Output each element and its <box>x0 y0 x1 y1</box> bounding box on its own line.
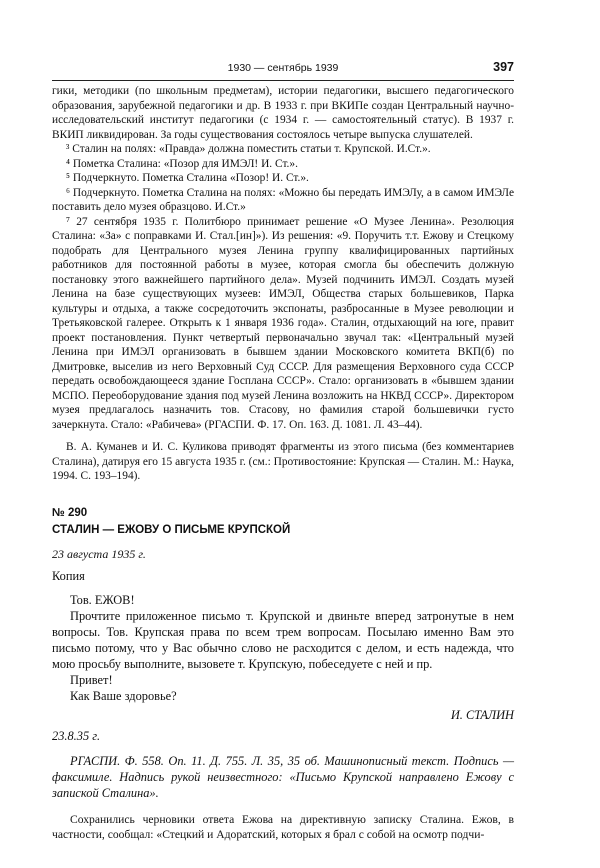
page-number: 397 <box>493 60 514 74</box>
footnote-5: ⁵ Подчеркнуто. Пометка Сталина «Позор! И. Ст.». <box>66 172 309 184</box>
archive-reference: РГАСПИ. Ф. 558. Оп. 11. Д. 755. Л. 35, 35 об. Машинописный текст. Подпись — факсимиле. Надпись рукой неизвестного: «Письмо Крупской направлено Ежову с запиской Сталина». <box>52 754 514 800</box>
document-date: 23 августа 1935 г. <box>52 546 146 561</box>
greeting: Привет! <box>70 673 113 687</box>
footnote-4: ⁴ Пометка Сталина: «Позор для ИМЭЛ! И. Ст.». <box>66 157 298 170</box>
editorial-note: В. А. Куманев и И. С. Куликова приводят фрагменты из этого письма (без комментариев Сталина), датируя его 15 августа 1935 г. (см.: Противостояние: Крупская — Сталин. М.: Наука, 1994. С. 193–194). <box>52 441 514 482</box>
copy-label: Копия <box>52 569 85 583</box>
running-header <box>52 62 514 81</box>
commentary-text: Сохранились черновики ответа Ежова на директивную записку Сталина. Ежов, в частности, сообщал: «Стецкий и Адоратский, которых я брал с собой на осмотр подчи- <box>52 813 514 841</box>
letter-body <box>52 568 514 744</box>
footnote-continuation: гики, методики (по школьным предметам), истории педагогики, высшего педагогического образования, зарубежной педагогики и др. В 1933 г. при ВКИПе создан Центральный научно-исследовательский институт педагогики (с 1934 г. — самостоятельный статус). В 1937 г. ВКИП ликвидирован. За годы существования состоялось четыре выпуска слушателей. <box>52 85 514 141</box>
letter-text: Прочтите приложенное письмо т. Крупской и двиньте вперед затронутые в нем вопросы. Тов. Крупская права по всем трем вопросам. Посылаю именно Вам это письмо потому, что у Вас обычно слово не расходится с делом, и есть надежда, что мою просьбу выполните, вызовете т. Крупскую, побеседуете с ней и пр. <box>52 609 514 671</box>
document-title: СТАЛИН — ЕЖОВУ О ПИСЬМЕ КРУПСКОЙ <box>52 524 291 536</box>
running-title: 1930 — сентябрь 1939 <box>227 62 339 74</box>
signature-date: 23.8.35 г. <box>52 729 101 743</box>
footnote-7: ⁷ 27 сентября 1935 г. Политбюро принимает решение «О Музее Ленина». Резолюция Сталина: «За» с поправками И. Стал.[ин]»). Из решения: «9. Поручить т.т. Ежову и Стецкому подобрать для Центрального музея Ленина группу квалифицированных партийных работников для постоянной работы в музее, которая смогла бы обеспечить должную постановку этого важнейшего партийного дела». Музей подчинить ИМЭЛ. Создать музей Ленина на базе существующих музеев: ИМЭЛ, Общества старых большевиков, Парка культуры и отдыха, а также сосредоточить экспонаты, разбросанные в Музее революции и Третьяковской галерее. Открыть к 1 января 1936 года». Сталин, отдыхающий на юге, правит проект постановления. Пункт четвертый первоначально звучал так: «Центральный музей Ленина при ИМЭЛ организовать в бывшем здании Московского комитета ВКП(б) по Дмитровке, выселив из него Верховный Суд СССР. Для размещения Верховного суда СССР передать освобождающееся здание Госплана СССР». Стало: организовать в «бывшем здании МСПО. Переоборудование здания под музей Ленина возложить на НКВД СССР». Директором музея предлагалось назначить тов. Стасову, но фамилия старой большевички густо зачеркнута. Стало: «Рабичева» (РГАСПИ. Ф. 17. Оп. 163. Д. 1081. Л. 43–44). <box>52 215 514 431</box>
footnote-6: ⁶ Подчеркнуто. Пометка Сталина на полях: «Можно бы передать ИМЭЛу, а в самом ИМЭЛе поставить дело музея образцово. И.Ст.» <box>52 186 514 213</box>
salutation: Тов. ЕЖОВ! <box>70 593 135 607</box>
document-number: № 290 <box>52 506 88 519</box>
signature: И. СТАЛИН <box>450 708 514 722</box>
page-content <box>52 84 514 842</box>
footnote-3: ³ Сталин на полях: «Правда» должна поместить статьи т. Крупской. И.Ст.». <box>66 143 431 155</box>
question: Как Ваше здоровье? <box>70 689 177 703</box>
